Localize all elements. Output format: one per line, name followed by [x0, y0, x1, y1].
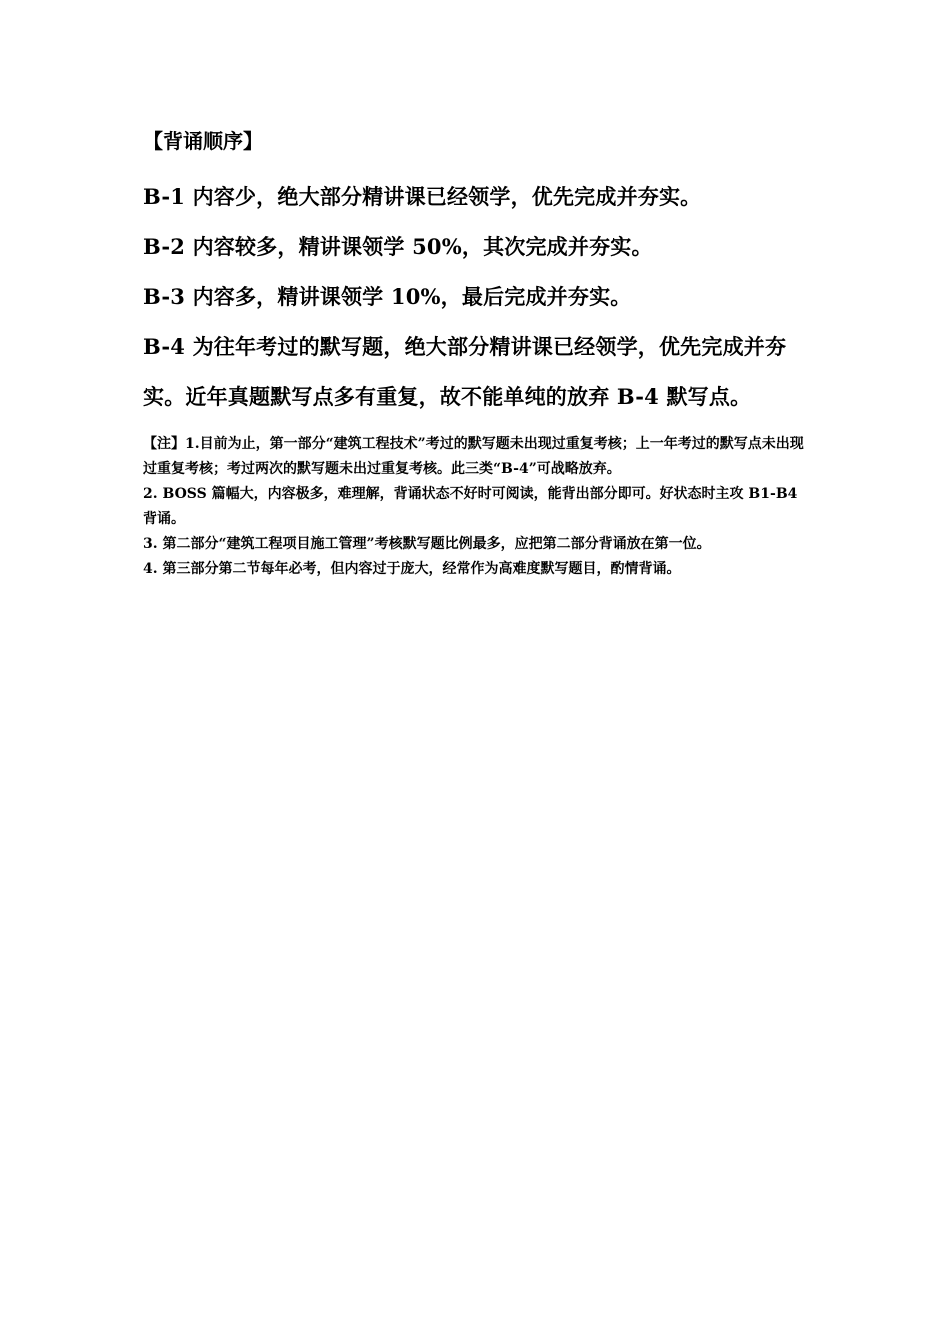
note-2: 2. BOSS 篇幅大，内容极多，难理解，背诵状态不好时可阅读，能背出部分即可。好状态时主攻 B1-B4 背诵。 [143, 486, 798, 527]
note-3: 3. 第二部分“建筑工程项目施工管理”考核默写题比例最多，应把第二部分背诵放在第一位。 [143, 536, 711, 552]
notes-section [143, 432, 811, 582]
order-item-b1: B-1 内容少，绝大部分精讲课已经领学，优先完成并夯实。 [143, 184, 702, 209]
order-item-b4: B-4 为往年考过的默写题，绝大部分精讲课已经领学，优先完成并夯实。近年真题默写点多有重复，故不能单纯的放弃 B-4 默写点。 [143, 334, 787, 409]
note-1: 【注】1.目前为止，第一部分“建筑工程技术”考过的默写题未出现过重复考核；上一年考过的默写点未出现过重复考核；考过两次的默写题未出过重复考核。此三类“B-4”可战略放弃。 [143, 436, 804, 477]
order-item-b2: B-2 内容较多，精讲课领学 50%，其次完成并夯实。 [143, 234, 653, 259]
note-4: 4. 第三部分第二节每年必考，但内容过于庞大，经常作为高难度默写题目，酌情背诵。 [143, 561, 681, 577]
section-heading: 【背诵顺序】 [143, 129, 263, 153]
document-body [143, 124, 811, 582]
order-item-b3: B-3 内容多，精讲课领学 10%，最后完成并夯实。 [143, 284, 632, 309]
